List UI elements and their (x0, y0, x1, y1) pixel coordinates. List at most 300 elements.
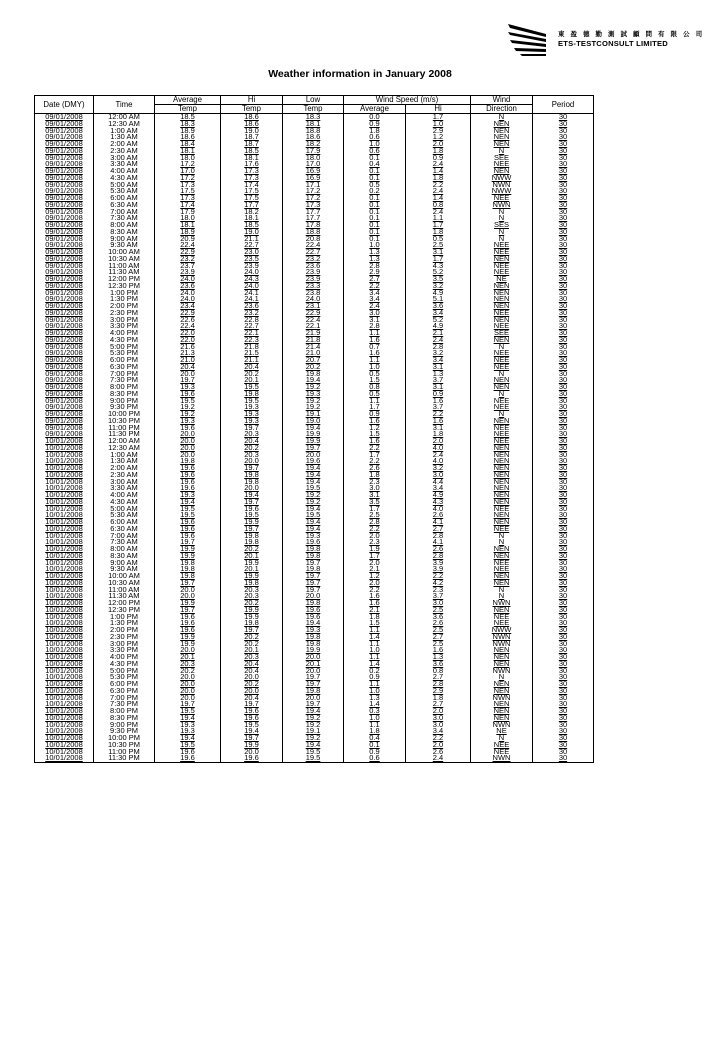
cell-hi-temp: 20.3 (221, 587, 283, 594)
cell-wind-direction: N (471, 533, 533, 540)
cell-avg-temp: 20.0 (155, 431, 221, 438)
cell-avg-temp: 20.0 (155, 688, 221, 695)
cell-low-temp: 19.5 (283, 749, 344, 756)
cell-wind-direction: NE (471, 728, 533, 735)
cell-hi-temp: 20.4 (221, 364, 283, 371)
cell-period: 30 (533, 755, 594, 762)
cell-wind-hi: 2.4 (406, 755, 471, 762)
cell-hi-temp: 20.2 (221, 445, 283, 452)
cell-wind-direction: N (471, 215, 533, 222)
cell-date: 09/01/2008 (35, 377, 94, 384)
cell-hi-temp: 19.7 (221, 526, 283, 533)
cell-avg-temp: 21.6 (155, 344, 221, 351)
cell-low-temp: 18.3 (283, 114, 344, 121)
table-row (35, 283, 594, 290)
cell-wind-hi: 3.7 (406, 404, 471, 411)
cell-wind-direction: NWW (471, 188, 533, 195)
cell-hi-temp: 23.9 (221, 263, 283, 270)
cell-date: 09/01/2008 (35, 148, 94, 155)
cell-date: 10/01/2008 (35, 701, 94, 708)
cell-time: 8:00 AM (94, 222, 155, 229)
cell-period: 30 (533, 290, 594, 297)
cell-avg-temp: 19.8 (155, 566, 221, 573)
header-hi-temp: Temp (221, 105, 283, 114)
cell-wind-hi: 5.2 (406, 317, 471, 324)
cell-hi-temp: 20.4 (221, 668, 283, 675)
cell-wind-avg: 1.7 (344, 506, 406, 513)
cell-period: 30 (533, 411, 594, 418)
table-row (35, 755, 594, 762)
cell-hi-temp: 24.1 (221, 296, 283, 303)
cell-wind-direction: NEE (471, 438, 533, 445)
cell-low-temp: 19.4 (283, 708, 344, 715)
cell-wind-avg: 0.2 (344, 188, 406, 195)
cell-wind-hi: 3.5 (406, 276, 471, 283)
cell-low-temp: 18.8 (283, 128, 344, 135)
table-row (35, 614, 594, 621)
cell-avg-temp: 23.6 (155, 283, 221, 290)
cell-date: 10/01/2008 (35, 587, 94, 594)
table-row (35, 701, 594, 708)
cell-hi-temp: 23.5 (221, 256, 283, 263)
cell-low-temp: 19.2 (283, 384, 344, 391)
table-row (35, 499, 594, 506)
table-row (35, 728, 594, 735)
cell-wind-direction: N (471, 209, 533, 216)
cell-low-temp: 23.9 (283, 276, 344, 283)
cell-wind-hi: 3.0 (406, 472, 471, 479)
table-row (35, 722, 594, 729)
cell-avg-temp: 18.6 (155, 134, 221, 141)
cell-hi-temp: 19.7 (221, 499, 283, 506)
cell-wind-hi: 1.1 (406, 215, 471, 222)
cell-date: 10/01/2008 (35, 472, 94, 479)
cell-wind-hi: 3.4 (406, 310, 471, 317)
cell-wind-hi: 1.6 (406, 418, 471, 425)
cell-wind-direction: NEN (471, 445, 533, 452)
cell-low-temp: 19.6 (283, 458, 344, 465)
cell-period: 30 (533, 249, 594, 256)
cell-wind-avg: 2.3 (344, 479, 406, 486)
cell-wind-direction: NEE (471, 350, 533, 357)
cell-time: 2:00 PM (94, 627, 155, 634)
cell-date: 10/01/2008 (35, 533, 94, 540)
cell-wind-avg: 3.4 (344, 290, 406, 297)
cell-period: 30 (533, 742, 594, 749)
cell-time: 12:00 PM (94, 600, 155, 607)
cell-date: 09/01/2008 (35, 431, 94, 438)
cell-hi-temp: 19.5 (221, 512, 283, 519)
cell-hi-temp: 21.8 (221, 344, 283, 351)
cell-date: 09/01/2008 (35, 141, 94, 148)
table-row (35, 438, 594, 445)
cell-wind-direction: NWN (471, 695, 533, 702)
cell-wind-hi: 3.2 (406, 283, 471, 290)
cell-period: 30 (533, 728, 594, 735)
cell-date: 10/01/2008 (35, 749, 94, 756)
table-row (35, 290, 594, 297)
cell-period: 30 (533, 303, 594, 310)
cell-wind-avg: 0.9 (344, 674, 406, 681)
cell-hi-temp: 20.1 (221, 553, 283, 560)
cell-date: 10/01/2008 (35, 553, 94, 560)
table-row (35, 209, 594, 216)
cell-wind-avg: 0.1 (344, 222, 406, 229)
cell-date: 09/01/2008 (35, 317, 94, 324)
cell-wind-direction: NEN (471, 141, 533, 148)
cell-wind-hi: 0.9 (406, 155, 471, 162)
cell-period: 30 (533, 418, 594, 425)
cell-hi-temp: 24.0 (221, 283, 283, 290)
cell-avg-temp: 19.6 (155, 465, 221, 472)
table-row (35, 681, 594, 688)
cell-wind-avg: 0.1 (344, 195, 406, 202)
table-row (35, 188, 594, 195)
cell-time: 5:00 AM (94, 506, 155, 513)
cell-wind-hi: 2.6 (406, 620, 471, 627)
cell-period: 30 (533, 546, 594, 553)
cell-avg-temp: 19.9 (155, 641, 221, 648)
cell-wind-hi: 3.4 (406, 357, 471, 364)
cell-low-temp: 16.9 (283, 168, 344, 175)
cell-wind-hi: 3.1 (406, 384, 471, 391)
cell-wind-hi: 2.4 (406, 337, 471, 344)
cell-wind-avg: 2.6 (344, 465, 406, 472)
cell-wind-avg: 1.6 (344, 350, 406, 357)
cell-date: 10/01/2008 (35, 465, 94, 472)
cell-time: 1:30 PM (94, 620, 155, 627)
cell-avg-temp: 19.7 (155, 607, 221, 614)
cell-date: 10/01/2008 (35, 742, 94, 749)
cell-low-temp: 19.5 (283, 485, 344, 492)
cell-hi-temp: 19.8 (221, 472, 283, 479)
cell-time: 12:30 AM (94, 445, 155, 452)
cell-wind-hi: 3.9 (406, 566, 471, 573)
cell-time: 5:00 PM (94, 344, 155, 351)
cell-wind-avg: 0.1 (344, 202, 406, 209)
cell-avg-temp: 19.6 (155, 614, 221, 621)
cell-period: 30 (533, 323, 594, 330)
cell-wind-avg: 0.9 (344, 411, 406, 418)
cell-date: 09/01/2008 (35, 323, 94, 330)
header-wind-average: Average (344, 105, 406, 114)
cell-hi-temp: 20.1 (221, 566, 283, 573)
cell-period: 30 (533, 485, 594, 492)
table-row (35, 566, 594, 573)
cell-hi-temp: 23.6 (221, 303, 283, 310)
cell-hi-temp: 19.8 (221, 533, 283, 540)
cell-date: 10/01/2008 (35, 539, 94, 546)
cell-date: 09/01/2008 (35, 269, 94, 276)
cell-hi-temp: 19.7 (221, 735, 283, 742)
cell-low-temp: 17.7 (283, 215, 344, 222)
cell-wind-hi: 2.2 (406, 573, 471, 580)
cell-wind-direction: NEN (471, 290, 533, 297)
cell-hi-temp: 20.2 (221, 634, 283, 641)
cell-wind-avg: 2.8 (344, 323, 406, 330)
cell-wind-direction: NEE (471, 742, 533, 749)
cell-wind-direction: N (471, 371, 533, 378)
cell-period: 30 (533, 701, 594, 708)
cell-hi-temp: 19.9 (221, 573, 283, 580)
cell-hi-temp: 20.0 (221, 485, 283, 492)
cell-wind-hi: 3.7 (406, 377, 471, 384)
cell-time: 10:30 PM (94, 742, 155, 749)
cell-date: 09/01/2008 (35, 114, 94, 121)
cell-date: 09/01/2008 (35, 283, 94, 290)
cell-hi-temp: 19.8 (221, 479, 283, 486)
cell-time: 7:30 PM (94, 377, 155, 384)
cell-date: 10/01/2008 (35, 519, 94, 526)
cell-wind-hi: 1.8 (406, 695, 471, 702)
cell-wind-direction: NE (471, 276, 533, 283)
cell-avg-temp: 19.8 (155, 573, 221, 580)
cell-date: 10/01/2008 (35, 634, 94, 641)
cell-time: 9:30 PM (94, 404, 155, 411)
cell-hi-temp: 18.7 (221, 134, 283, 141)
cell-wind-avg: 0.6 (344, 755, 406, 762)
cell-hi-temp: 22.7 (221, 242, 283, 249)
cell-wind-direction: NEN (471, 418, 533, 425)
table-row (35, 519, 594, 526)
cell-period: 30 (533, 519, 594, 526)
cell-date: 10/01/2008 (35, 641, 94, 648)
cell-low-temp: 19.6 (283, 607, 344, 614)
table-row (35, 404, 594, 411)
cell-low-temp: 19.5 (283, 755, 344, 762)
table-row (35, 627, 594, 634)
cell-hi-temp: 19.5 (221, 722, 283, 729)
cell-low-temp: 19.8 (283, 566, 344, 573)
cell-hi-temp: 20.0 (221, 688, 283, 695)
cell-avg-temp: 18.4 (155, 141, 221, 148)
cell-wind-direction: NEE (471, 526, 533, 533)
cell-low-temp: 19.9 (283, 438, 344, 445)
cell-wind-direction: NWW (471, 175, 533, 182)
cell-date: 09/01/2008 (35, 330, 94, 337)
cell-date: 10/01/2008 (35, 458, 94, 465)
table-row (35, 344, 594, 351)
cell-low-temp: 20.0 (283, 654, 344, 661)
cell-hi-temp: 20.2 (221, 600, 283, 607)
cell-period: 30 (533, 134, 594, 141)
cell-wind-avg: 1.8 (344, 128, 406, 135)
cell-period: 30 (533, 398, 594, 405)
header-wind-speed: Wind Speed (m/s) (344, 96, 471, 105)
table-row (35, 155, 594, 162)
cell-low-temp: 17.0 (283, 161, 344, 168)
cell-wind-direction: NEN (471, 573, 533, 580)
cell-wind-hi: 2.2 (406, 735, 471, 742)
cell-date: 10/01/2008 (35, 674, 94, 681)
cell-wind-avg: 0.6 (344, 148, 406, 155)
cell-low-temp: 23.6 (283, 263, 344, 270)
cell-low-temp: 19.1 (283, 728, 344, 735)
cell-hi-temp: 23.2 (221, 310, 283, 317)
cell-avg-temp: 20.0 (155, 587, 221, 594)
table-row (35, 553, 594, 560)
cell-date: 10/01/2008 (35, 620, 94, 627)
cell-period: 30 (533, 236, 594, 243)
cell-wind-direction: NEE (471, 620, 533, 627)
cell-period: 30 (533, 431, 594, 438)
table-row (35, 337, 594, 344)
cell-period: 30 (533, 506, 594, 513)
cell-hi-temp: 19.9 (221, 560, 283, 567)
cell-time: 7:30 PM (94, 701, 155, 708)
cell-wind-avg: 1.1 (344, 627, 406, 634)
cell-wind-hi: 4.2 (406, 580, 471, 587)
cell-wind-hi: 2.5 (406, 607, 471, 614)
cell-time: 10:00 AM (94, 249, 155, 256)
cell-avg-temp: 20.1 (155, 654, 221, 661)
cell-date: 09/01/2008 (35, 303, 94, 310)
cell-low-temp: 20.0 (283, 452, 344, 459)
cell-low-temp: 23.9 (283, 269, 344, 276)
cell-avg-temp: 20.0 (155, 593, 221, 600)
cell-wind-direction: NWN (471, 202, 533, 209)
cell-wind-avg: 1.1 (344, 641, 406, 648)
cell-date: 10/01/2008 (35, 715, 94, 722)
cell-wind-direction: NEN (471, 303, 533, 310)
cell-time: 4:30 AM (94, 499, 155, 506)
cell-wind-avg: 2.0 (344, 533, 406, 540)
cell-low-temp: 24.0 (283, 296, 344, 303)
cell-avg-temp: 20.0 (155, 674, 221, 681)
cell-date: 09/01/2008 (35, 195, 94, 202)
cell-hi-temp: 24.3 (221, 276, 283, 283)
cell-hi-temp: 19.9 (221, 614, 283, 621)
cell-wind-direction: NEN (471, 296, 533, 303)
cell-wind-avg: 0.3 (344, 708, 406, 715)
cell-period: 30 (533, 641, 594, 648)
cell-avg-temp: 18.1 (155, 222, 221, 229)
cell-low-temp: 19.7 (283, 701, 344, 708)
cell-date: 09/01/2008 (35, 404, 94, 411)
cell-wind-hi: 4.9 (406, 323, 471, 330)
cell-avg-temp: 18.0 (155, 215, 221, 222)
table-row (35, 749, 594, 756)
cell-wind-hi: 4.3 (406, 263, 471, 270)
cell-wind-direction: NEE (471, 357, 533, 364)
cell-wind-avg: 3.0 (344, 310, 406, 317)
cell-wind-direction: N (471, 411, 533, 418)
cell-wind-direction: SEE (471, 330, 533, 337)
cell-wind-direction: NEE (471, 249, 533, 256)
cell-hi-temp: 20.4 (221, 438, 283, 445)
cell-date: 10/01/2008 (35, 546, 94, 553)
cell-wind-hi: 3.4 (406, 485, 471, 492)
cell-time: 3:30 PM (94, 647, 155, 654)
cell-low-temp: 22.1 (283, 323, 344, 330)
table-row (35, 114, 594, 121)
cell-avg-temp: 19.7 (155, 377, 221, 384)
cell-hi-temp: 17.4 (221, 182, 283, 189)
cell-time: 12:30 PM (94, 607, 155, 614)
cell-time: 9:00 AM (94, 560, 155, 567)
cell-period: 30 (533, 600, 594, 607)
cell-low-temp: 17.2 (283, 188, 344, 195)
cell-wind-hi: 1.2 (406, 134, 471, 141)
table-row (35, 668, 594, 675)
cell-wind-direction: NEN (471, 607, 533, 614)
cell-wind-avg: 1.1 (344, 398, 406, 405)
cell-wind-direction: N (471, 539, 533, 546)
cell-hi-temp: 19.6 (221, 506, 283, 513)
cell-wind-avg: 1.4 (344, 634, 406, 641)
cell-date: 09/01/2008 (35, 168, 94, 175)
cell-avg-temp: 19.4 (155, 499, 221, 506)
cell-time: 3:00 PM (94, 317, 155, 324)
cell-low-temp: 20.8 (283, 236, 344, 243)
cell-wind-direction: NEE (471, 323, 533, 330)
cell-low-temp: 19.0 (283, 418, 344, 425)
cell-date: 10/01/2008 (35, 499, 94, 506)
cell-hi-temp: 18.2 (221, 209, 283, 216)
cell-hi-temp: 20.2 (221, 681, 283, 688)
cell-avg-temp: 19.7 (155, 701, 221, 708)
table-row (35, 593, 594, 600)
cell-date: 10/01/2008 (35, 512, 94, 519)
table-row (35, 688, 594, 695)
cell-period: 30 (533, 722, 594, 729)
cell-wind-avg: 1.8 (344, 472, 406, 479)
cell-low-temp: 19.4 (283, 506, 344, 513)
cell-avg-temp: 19.6 (155, 533, 221, 540)
cell-date: 10/01/2008 (35, 566, 94, 573)
cell-wind-direction: NEE (471, 263, 533, 270)
cell-hi-temp: 21.5 (221, 350, 283, 357)
cell-period: 30 (533, 472, 594, 479)
cell-wind-hi: 4.3 (406, 499, 471, 506)
cell-low-temp: 19.8 (283, 634, 344, 641)
cell-avg-temp: 19.4 (155, 735, 221, 742)
cell-hi-temp: 20.0 (221, 749, 283, 756)
cell-wind-hi: 2.6 (406, 749, 471, 756)
cell-wind-direction: NEN (471, 128, 533, 135)
cell-wind-hi: 5.1 (406, 296, 471, 303)
cell-wind-direction: NWN (471, 600, 533, 607)
cell-wind-direction: NWN (471, 755, 533, 762)
table-row (35, 128, 594, 135)
cell-period: 30 (533, 607, 594, 614)
cell-wind-avg: 1.6 (344, 593, 406, 600)
cell-low-temp: 19.8 (283, 641, 344, 648)
cell-wind-hi: 1.4 (406, 168, 471, 175)
cell-avg-temp: 21.0 (155, 357, 221, 364)
cell-hi-temp: 20.0 (221, 674, 283, 681)
cell-date: 09/01/2008 (35, 290, 94, 297)
cell-hi-temp: 18.1 (221, 215, 283, 222)
cell-time: 3:30 AM (94, 485, 155, 492)
cell-hi-temp: 20.1 (221, 647, 283, 654)
cell-period: 30 (533, 735, 594, 742)
cell-time: 2:30 PM (94, 310, 155, 317)
cell-low-temp: 19.9 (283, 647, 344, 654)
cell-time: 10:30 PM (94, 418, 155, 425)
cell-wind-avg: 3.1 (344, 317, 406, 324)
header-wind: Wind (471, 96, 533, 105)
cell-avg-temp: 17.3 (155, 182, 221, 189)
cell-time: 8:00 PM (94, 708, 155, 715)
cell-period: 30 (533, 512, 594, 519)
cell-avg-temp: 19.3 (155, 384, 221, 391)
cell-date: 10/01/2008 (35, 438, 94, 445)
cell-period: 30 (533, 674, 594, 681)
cell-time: 8:30 PM (94, 391, 155, 398)
cell-wind-hi: 0.8 (406, 668, 471, 675)
cell-time: 2:00 AM (94, 465, 155, 472)
